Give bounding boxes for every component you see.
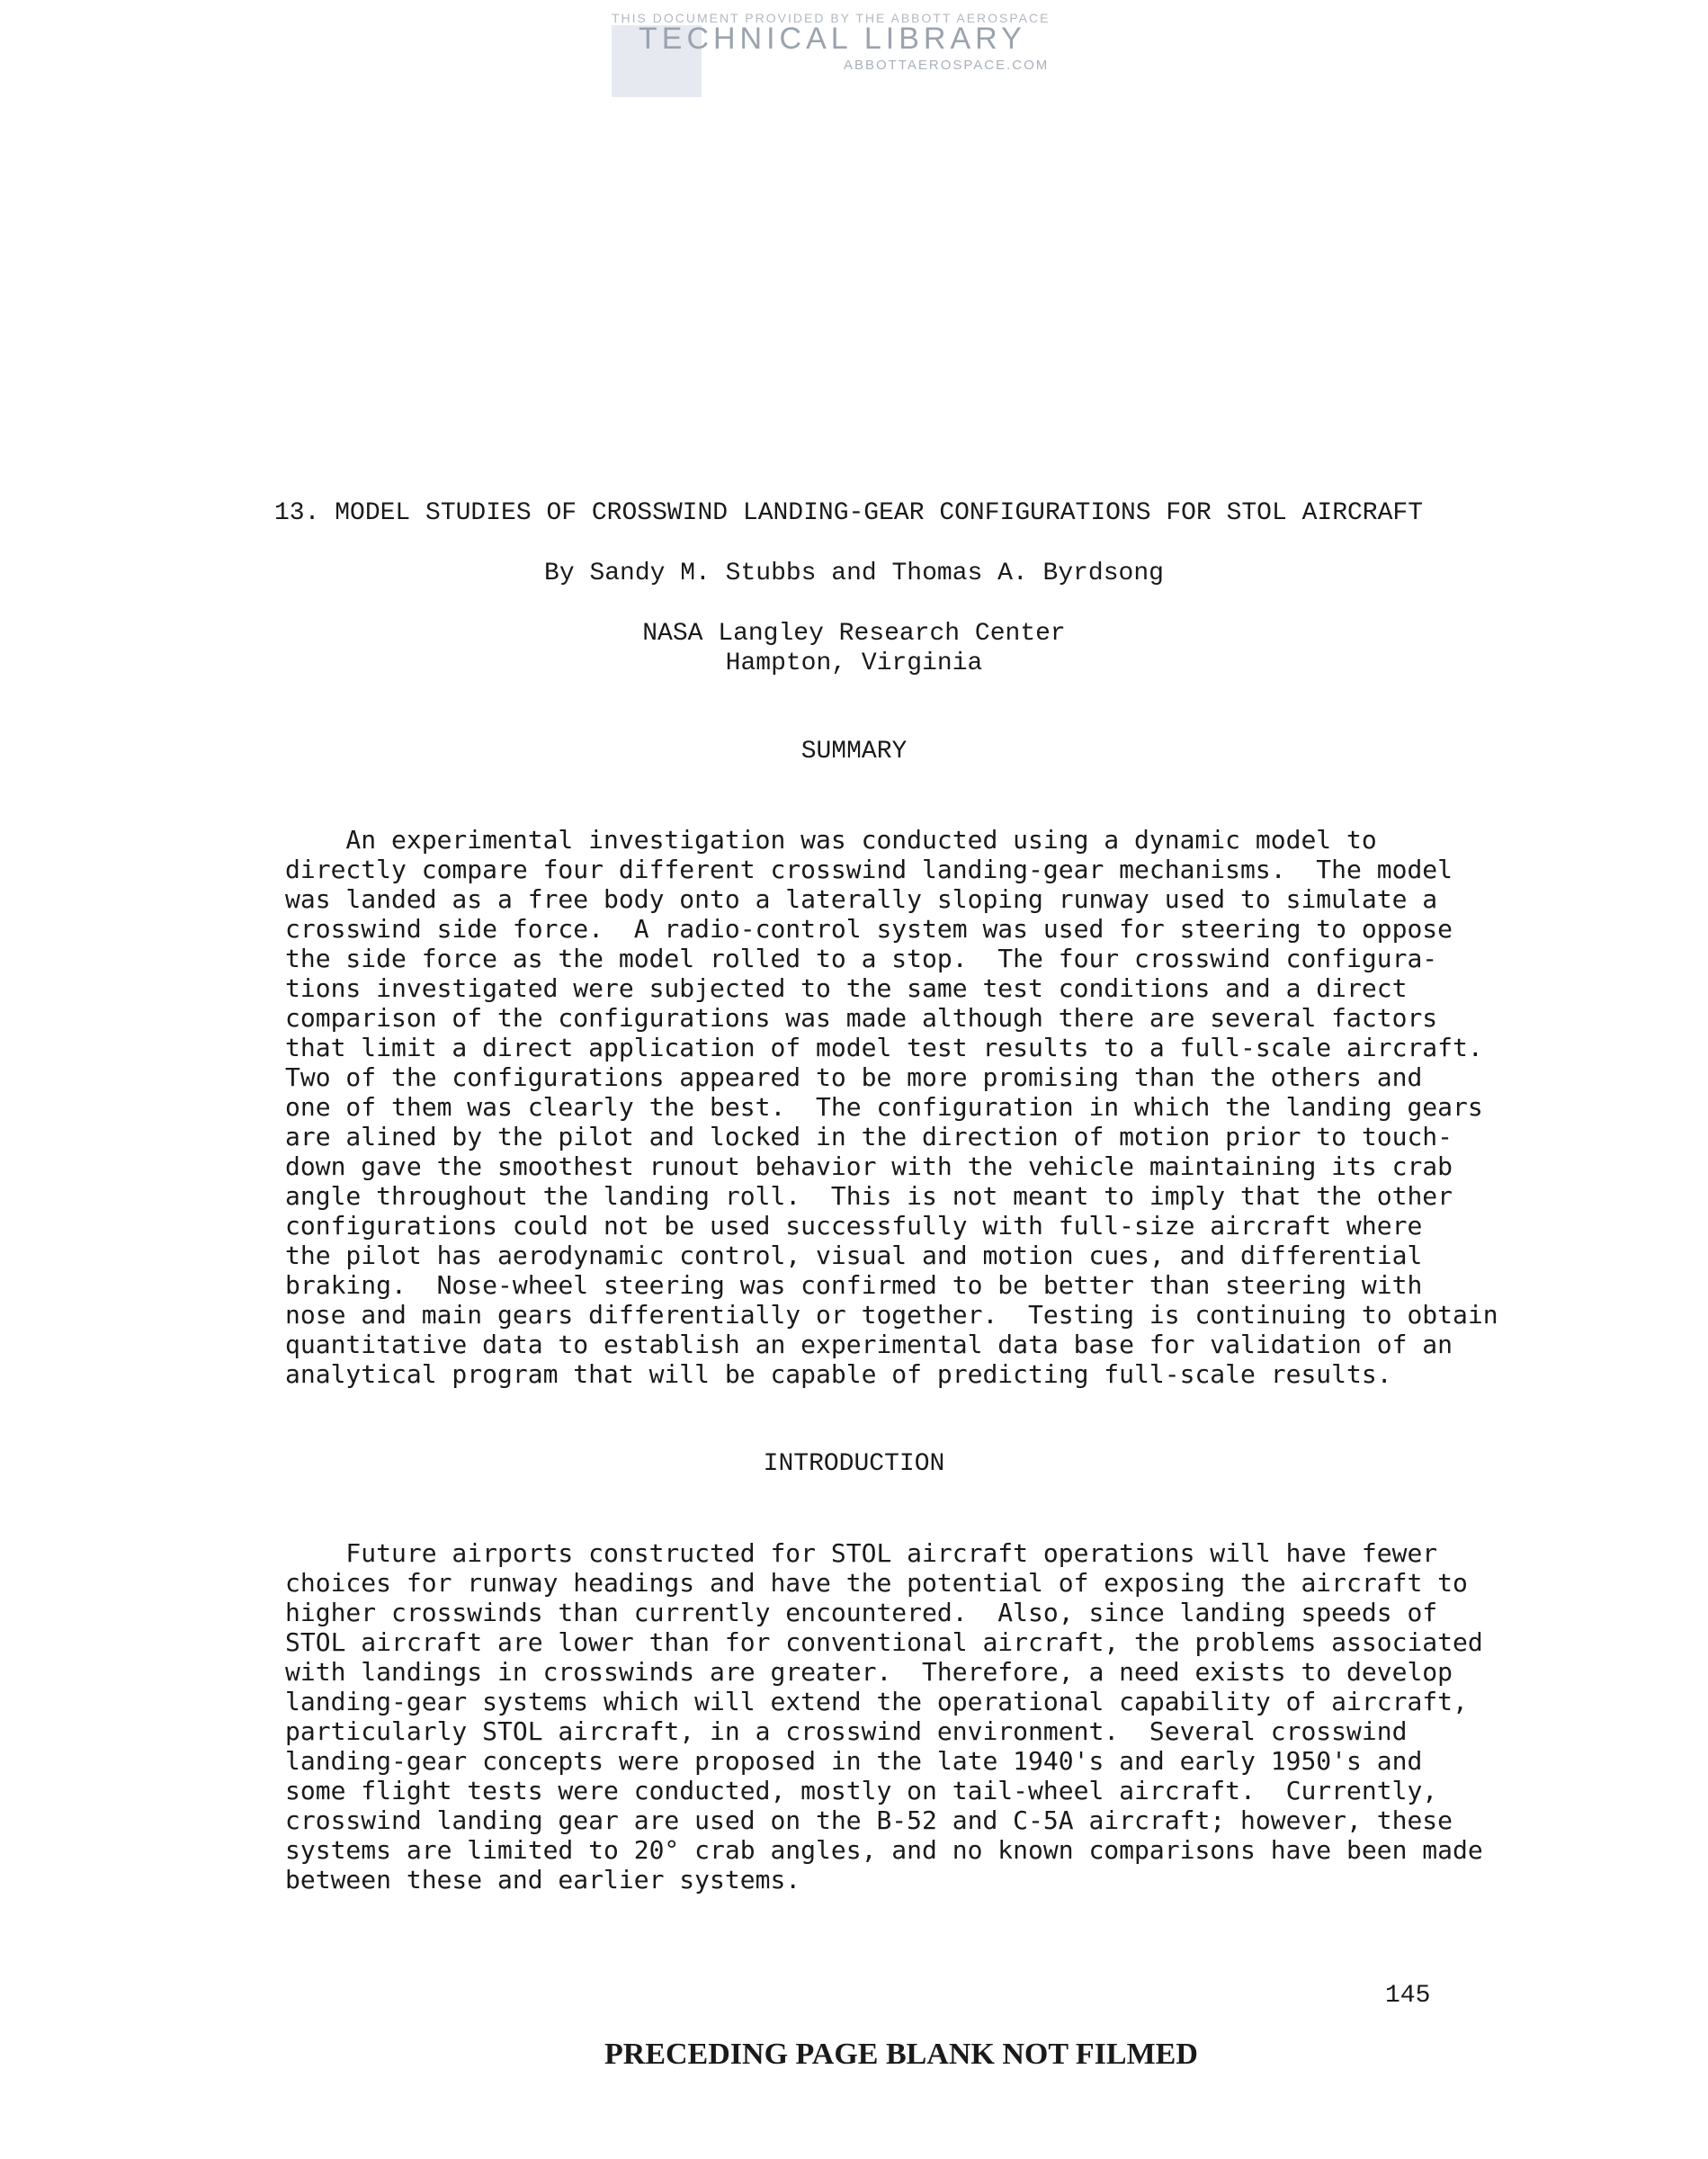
preceding-page-stamp: PRECEDING PAGE BLANK NOT FILMED <box>604 2038 1198 2071</box>
page-number: 145 <box>1385 1982 1431 2010</box>
text-line: Two of the configurations appeared to be more promising than the others and <box>285 1062 1423 1092</box>
text-line: down gave the smoothest runout behavior with the vehicle maintaining its crab <box>285 1151 1453 1181</box>
affiliation-location: Hampton, Virginia <box>725 649 983 677</box>
text-line: the pilot has aerodynamic control, visual and motion cues, and differential <box>285 1241 1423 1270</box>
text-line: An experimental investigation was conducted using a dynamic model to <box>285 825 1377 855</box>
text-line: configurations could not be used successfully with full-size aircraft where <box>285 1211 1423 1241</box>
watermark-library-name: TECHNICAL LIBRARY <box>639 22 1026 56</box>
text-line: landing-gear concepts were proposed in the late 1940's and early 1950's and <box>285 1746 1423 1776</box>
text-line: nose and main gears differentially or together. Testing is continuing to obtain <box>285 1300 1498 1330</box>
text-line: landing-gear systems which will extend the operational capability of aircraft, <box>285 1687 1468 1716</box>
text-line: crosswind side force. A radio-control system was used for steering to oppose <box>285 914 1453 944</box>
watermark-provided-by: THIS DOCUMENT PROVIDED BY THE ABBOTT AEROSPACE <box>612 11 1051 25</box>
paper-title: 13. MODEL STUDIES OF CROSSWIND LANDING-GEAR CONFIGURATIONS FOR STOL AIRCRAFT <box>274 499 1424 527</box>
text-line: tions investigated were subjected to the same test conditions and a direct <box>285 973 1408 1003</box>
summary-paragraph <box>285 825 1498 1389</box>
introduction-heading: INTRODUCTION <box>763 1450 945 1478</box>
text-line: some flight tests were conducted, mostly on tail-wheel aircraft. Currently, <box>285 1776 1438 1805</box>
abbott-watermark <box>603 5 1106 104</box>
text-line: that limit a direct application of model test results to a full-scale aircraft. <box>285 1033 1483 1062</box>
text-line: are alined by the pilot and locked in the direction of motion prior to touch- <box>285 1122 1453 1151</box>
text-line: Future airports constructed for STOL aircraft operations will have fewer <box>285 1538 1438 1568</box>
text-line: choices for runway headings and have the potential of exposing the aircraft to <box>285 1568 1468 1598</box>
text-line: the side force as the model rolled to a stop. The four crosswind configura- <box>285 944 1438 973</box>
text-line: with landings in crosswinds are greater. Therefore, a need exists to develop <box>285 1657 1453 1687</box>
author-affiliation <box>0 619 1708 678</box>
text-line: analytical program that will be capable of predicting full-scale results. <box>285 1359 1392 1389</box>
text-line: braking. Nose-wheel steering was confirmed to be better than steering with <box>285 1270 1423 1300</box>
text-line: higher crosswinds than currently encountered. Also, since landing speeds of <box>285 1598 1438 1627</box>
text-line: between these and earlier systems. <box>285 1865 801 1895</box>
affiliation-institution: NASA Langley Research Center <box>642 620 1066 648</box>
text-line: particularly STOL aircraft, in a crosswind environment. Several crosswind <box>285 1716 1408 1746</box>
summary-heading: SUMMARY <box>800 738 908 766</box>
text-line: comparison of the configurations was made although there are several factors <box>285 1003 1438 1033</box>
paper-authors: By Sandy M. Stubbs and Thomas A. Byrdsong <box>544 560 1164 587</box>
watermark-website: ABBOTTAEROSPACE.COM <box>844 58 1050 73</box>
text-line: quantitative data to establish an experimental data base for validation of an <box>285 1330 1453 1359</box>
text-line: STOL aircraft are lower than for conventional aircraft, the problems associated <box>285 1627 1483 1657</box>
text-line: crosswind landing gear are used on the B-52 and C-5A aircraft; however, these <box>285 1805 1453 1835</box>
introduction-paragraph <box>285 1538 1483 1895</box>
text-line: systems are limited to 20° crab angles, and no known comparisons have been made <box>285 1835 1483 1865</box>
text-line: angle throughout the landing roll. This is not meant to imply that the other <box>285 1181 1453 1211</box>
text-line: one of them was clearly the best. The configuration in which the landing gears <box>285 1092 1483 1122</box>
text-line: was landed as a free body onto a laterally sloping runway used to simulate a <box>285 884 1438 914</box>
text-line: directly compare four different crosswind landing-gear mechanisms. The model <box>285 855 1453 884</box>
